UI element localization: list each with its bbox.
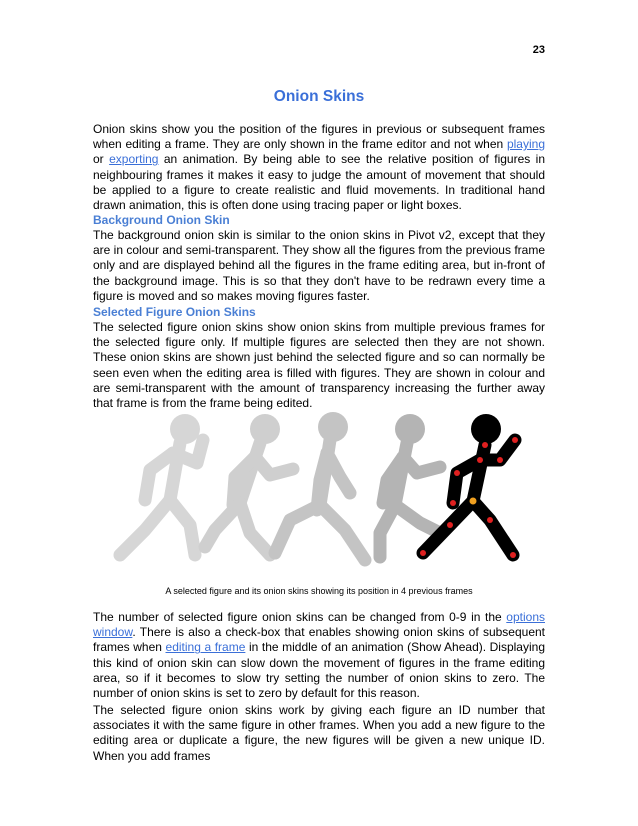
intro-text-1: Onion skins show you the position of the figures in previous or subsequent frames when editing a frame. They are only shown in the frame editor and not when — [93, 122, 545, 152]
selected-onion-skins-heading: Selected Figure Onion Skins — [93, 305, 256, 319]
intro-text-3: an animation. By being able to see the relative position of figures in neighbouring frames it makes it easy to judge the amount of movement that should be applied to a figure to create realistic and fluid movements. In traditional hand drawn animation, this is often done using tracing paper or light boxes. — [93, 152, 545, 213]
figure-caption: A selected figure and its onion skins showing its position in 4 previous frames — [165, 586, 473, 596]
onion-skins-figure — [105, 405, 535, 580]
options-window-link[interactable]: options window — [93, 610, 545, 640]
para3-text-1: The number of selected figure onion skins can be changed from 0-9 in the — [93, 610, 507, 624]
para3-text-3: in the middle of an animation (Show Ahead). Displaying this kind of onion skin can slow down the movement of figures in the frame editing area, so if it becomes to slow try setting the number of onion skins to zero. The number of onion skins is set to zero by default for this reason. — [93, 640, 545, 701]
editing-a-frame-link[interactable]: editing a frame — [165, 640, 246, 655]
current-figure — [423, 440, 515, 555]
page-number: 23 — [532, 44, 545, 56]
onion-skin-frame-1 — [120, 440, 203, 555]
options-paragraph — [93, 610, 545, 701]
intro-paragraph — [93, 122, 545, 213]
background-paragraph: The background onion skin is similar to the onion skins in Pivot v2, except that they are in colour and semi-transparent. They show all the figures from the previous frame only and are displayed behind all the figures in the frame editing area, but in-front of the background image. This is so that they don't have to be redrawn every time a figure is moved and so makes moving figures faster. — [93, 228, 545, 303]
playing-link[interactable]: playing — [506, 137, 545, 152]
para3-text-2: . There is also a check-box that enables showing onion skins of subsequent frames when — [93, 625, 545, 655]
selected-paragraph: The selected figure onion skins show onion skins from multiple previous frames for the selected figure only. If multiple figures are selected then they are not shown. These onion skins are shown just behind the selected figure and so can normally be seen even when the editing area is filled with figures. They are shown in colour and are semi-transparent with the amount of transparency increasing the further away that frame is from the frame being edited. — [93, 320, 545, 411]
page-title: Onion Skins — [273, 88, 365, 105]
background-onion-skin-heading: Background Onion Skin — [93, 213, 230, 227]
onion-skin-frame-3 — [275, 440, 365, 560]
id-paragraph: The selected figure onion skins work by giving each figure an ID number that associates it with the same figure in other frames. When you add a new figure to the editing area or duplicate a figure, the new figures will be given a new unique ID. When you add frames — [93, 703, 545, 763]
exporting-link[interactable]: exporting — [109, 152, 159, 167]
intro-text-2: or — [93, 152, 110, 167]
